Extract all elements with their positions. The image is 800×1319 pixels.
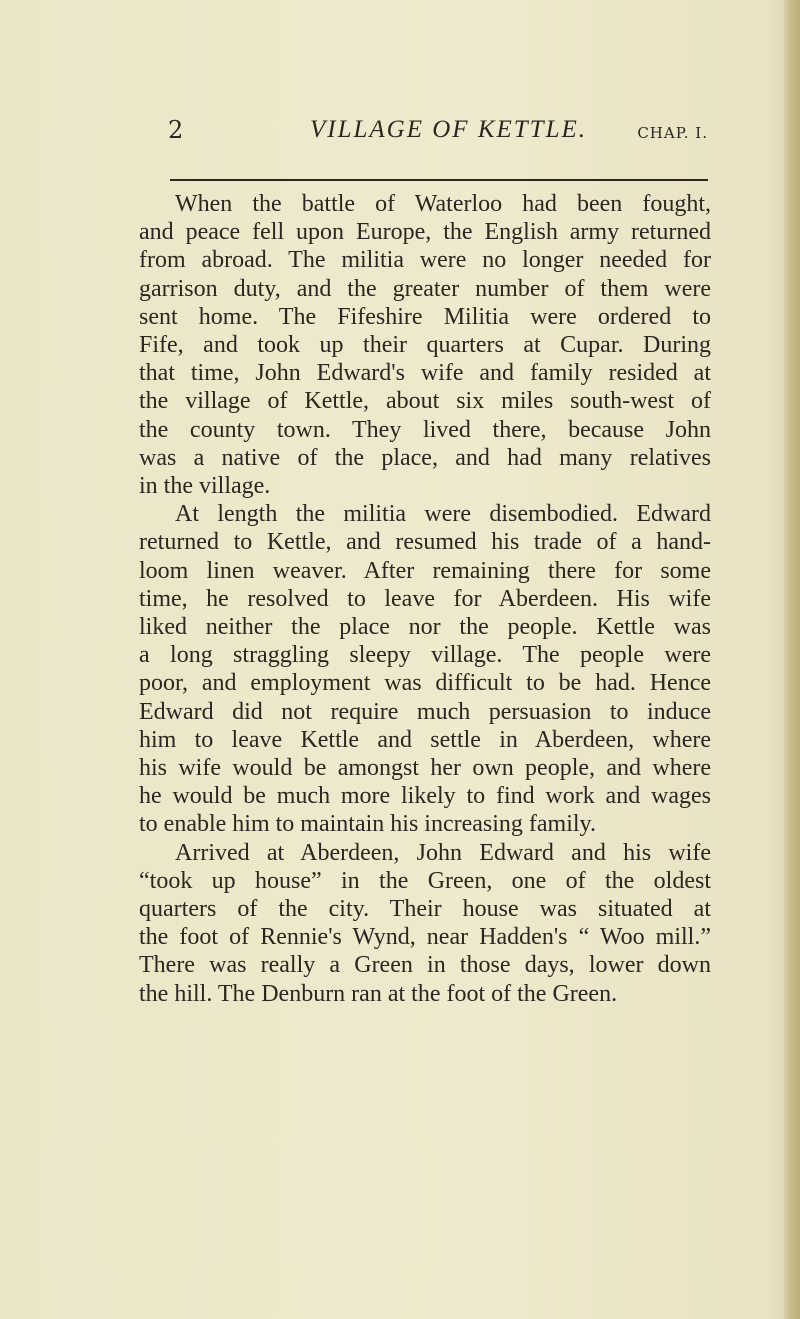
text-line: time, he resolved to leave for Aberdeen. His wife [139, 585, 711, 612]
text-line: the hill. The Denburn ran at the foot of the Green. [139, 980, 618, 1007]
text-line: to enable him to maintain his increasing family. [139, 811, 596, 838]
text-line: poor, and employment was difficult to be had. Hence [139, 670, 711, 697]
text-line: the village of Kettle, about six miles south-west of [139, 388, 711, 415]
text-line: Arrived at Aberdeen, John Edward and his wife [175, 839, 711, 866]
text-line: When the battle of Waterloo had been fought, [175, 191, 711, 217]
text-line: that time, John Edward's wife and family resided at [139, 360, 711, 387]
body-text [139, 190, 711, 1008]
text-line: was a native of the place, and had many relatives [139, 444, 711, 471]
text-line: Fife, and took up their quarters at Cupar. During [139, 332, 711, 359]
text-line: the county town. They lived there, because John [139, 416, 711, 443]
paragraph-1 [139, 190, 711, 500]
text-line: and peace fell upon Europe, the English army returned [139, 219, 711, 246]
paragraph-3 [139, 839, 711, 1008]
text-line: in the village. [139, 473, 271, 500]
running-header [168, 112, 712, 148]
header-rule [170, 179, 708, 181]
text-line: garrison duty, and the greater number of them were [139, 275, 711, 302]
page-edge-shadow [784, 0, 800, 1319]
text-line: liked neither the place nor the people. Kettle was [139, 614, 711, 641]
running-title: VILLAGE OF KETTLE. [310, 116, 588, 143]
text-line: There was really a Green in those days, lower down [139, 952, 711, 979]
text-line: Edward did not require much persuasion to induce [139, 698, 711, 725]
text-line: returned to Kettle, and resumed his trade of a hand- [139, 529, 711, 556]
text-line: a long straggling sleepy village. The people were [139, 642, 711, 669]
text-line: him to leave Kettle and settle in Aberdeen, where [139, 726, 711, 753]
text-line: “took up house” in the Green, one of the oldest [139, 867, 711, 894]
page-number: 2 [168, 116, 184, 144]
text-line: At length the militia were disembodied. Edward [175, 501, 711, 528]
text-line: quarters of the city. Their house was situated at [139, 896, 711, 923]
text-line: he would be much more likely to find work and wages [139, 783, 711, 810]
paragraph-2 [139, 500, 711, 838]
text-line: the foot of Rennie's Wynd, near Hadden's “ Woo mill.” [139, 924, 711, 951]
chapter-reference: CHAP. I. [637, 124, 708, 142]
text-line: from abroad. The militia were no longer needed for [139, 247, 711, 274]
text-line: his wife would be amongst her own people, and where [139, 755, 711, 782]
text-line: sent home. The Fifeshire Militia were ordered to [139, 303, 711, 330]
text-line: loom linen weaver. After remaining there for some [139, 557, 711, 584]
